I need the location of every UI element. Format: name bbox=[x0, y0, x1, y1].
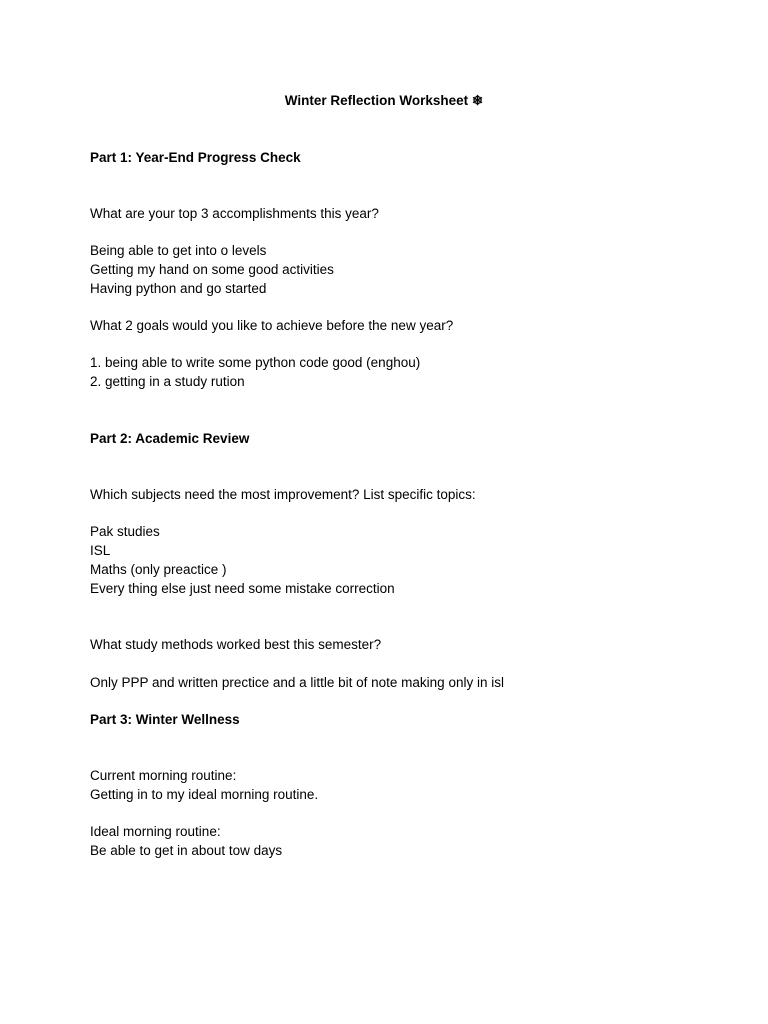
part2-heading: Part 2: Academic Review bbox=[90, 431, 250, 446]
part1-answer-2-line: 2. getting in a study rution bbox=[90, 374, 245, 389]
part1-answer-1-line: Getting my hand on some good activities bbox=[90, 262, 334, 277]
part1-answer-1-line: Having python and go started bbox=[90, 281, 267, 296]
part2-question-2: What study methods worked best this semester? bbox=[90, 637, 382, 652]
part1-answer-1-line: Being able to get into o levels bbox=[90, 243, 267, 258]
part2-answer-1-line: Every thing else just need some mistake correction bbox=[90, 581, 395, 596]
part1-question-1: What are your top 3 accomplishments this year? bbox=[90, 206, 379, 221]
part2-answer-2: Only PPP and written prectice and a little bit of note making only in isl bbox=[90, 675, 504, 690]
part1-question-2: What 2 goals would you like to achieve before the new year? bbox=[90, 318, 454, 333]
part2-answer-1-line: ISL bbox=[90, 543, 111, 558]
part3-question-1: Current morning routine: bbox=[90, 768, 237, 783]
part2-answer-1-line: Maths (only preactice ) bbox=[90, 562, 227, 577]
part2-answer-1-line: Pak studies bbox=[90, 524, 160, 539]
part2-question-1: Which subjects need the most improvement? List specific topics: bbox=[90, 487, 476, 502]
part3-question-2: Ideal morning routine: bbox=[90, 824, 221, 839]
part3-answer-2: Be able to get in about tow days bbox=[90, 843, 283, 858]
part1-answer-2-line: 1. being able to write some python code good (enghou) bbox=[90, 355, 421, 370]
part3-heading: Part 3: Winter Wellness bbox=[90, 712, 240, 727]
part3-answer-1: Getting in to my ideal morning routine. bbox=[90, 787, 319, 802]
page-title: Winter Reflection Worksheet ❄ bbox=[284, 93, 484, 108]
part1-heading: Part 1: Year-End Progress Check bbox=[90, 150, 301, 165]
